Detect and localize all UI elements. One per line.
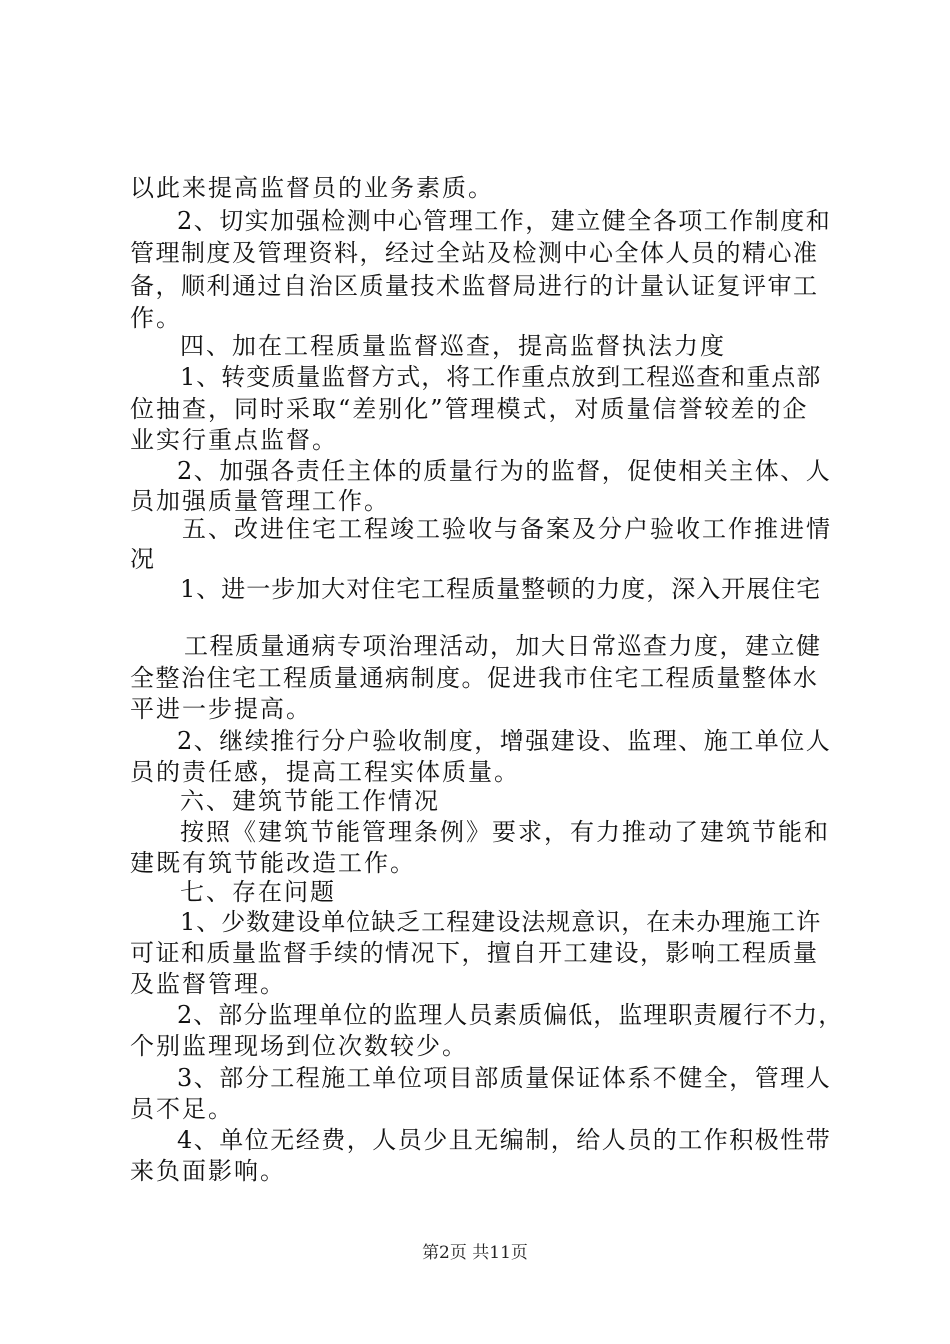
- section-heading: 五、改进住宅工程竣工验收与备案及分户验收工作推进情: [182, 515, 832, 543]
- text-line: 业实行重点监督。: [130, 426, 338, 454]
- text-line: 作。: [130, 304, 182, 332]
- text-line: 1、转变质量监督方式，将工作重点放到工程巡查和重点部: [180, 363, 822, 391]
- text-line: 建既有筑节能改造工作。: [130, 849, 416, 877]
- text-line: 员不足。: [130, 1095, 234, 1123]
- page-footer: 第2页 共11页: [422, 1243, 528, 1263]
- text-line: 工程质量通病专项治理活动，加大日常巡查力度，建立健: [184, 632, 822, 660]
- text-line: 2、部分监理单位的监理人员素质偏低，监理职责履行不力，: [177, 1001, 844, 1029]
- text-line: 1、进一步加大对住宅工程质量整顿的力度，深入开展住宅: [180, 575, 822, 603]
- text-line: 可证和质量监督手续的情况下，擅自开工建设，影响工程质量: [130, 939, 819, 967]
- section-heading: 六、建筑节能工作情况: [180, 787, 440, 815]
- text-line: 3、部分工程施工单位项目部质量保证体系不健全，管理人: [177, 1064, 832, 1092]
- section-heading: 七、存在问题: [180, 878, 336, 906]
- text-line: 以此来提高监督员的业务素质。: [130, 174, 494, 202]
- text-line: 备，顺利通过自治区质量技术监督局进行的计量认证复评审工: [130, 272, 819, 300]
- text-line: 员的责任感，提高工程实体质量。: [130, 758, 520, 786]
- text-line: 平进一步提高。: [130, 695, 312, 723]
- text-line: 来负面影响。: [130, 1157, 286, 1185]
- text-line: 全整治住宅工程质量通病制度。促进我市住宅工程质量整体水: [130, 664, 819, 692]
- text-line: 管理制度及管理资料，经过全站及检测中心全体人员的精心准: [130, 239, 819, 267]
- text-line: 位抽查，同时采取“差别化”管理模式，对质量信誉较差的企: [130, 395, 809, 423]
- section-heading: 四、加在工程质量监督巡查，提高监督执法力度: [180, 332, 726, 360]
- text-line: 4、单位无经费，人员少且无编制，给人员的工作积极性带: [177, 1126, 832, 1154]
- text-line: 况: [130, 545, 156, 573]
- text-line: 1、少数建设单位缺乏工程建设法规意识，在未办理施工许: [180, 908, 822, 936]
- text-line: 2、加强各责任主体的质量行为的监督，促使相关主体、人: [177, 457, 832, 485]
- text-line: 及监督管理。: [130, 970, 286, 998]
- text-line: 2、继续推行分户验收制度，增强建设、监理、施工单位人: [177, 727, 832, 755]
- text-line: 2、切实加强检测中心管理工作，建立健全各项工作制度和: [177, 207, 832, 235]
- text-line: 员加强质量管理工作。: [130, 487, 390, 515]
- text-line: 个别监理现场到位次数较少。: [130, 1032, 468, 1060]
- text-line: 按照《建筑节能管理条例》要求，有力推动了建筑节能和: [180, 818, 830, 846]
